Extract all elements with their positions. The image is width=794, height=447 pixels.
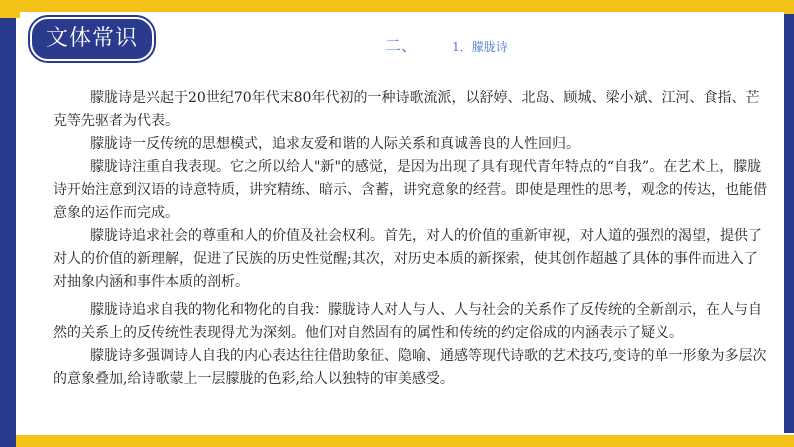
frame-corner-block [0, 0, 20, 18]
paragraph-self-expression: 朦胧诗注重自我表现。它之所以给人"新"的感觉，是因为出现了具有现代青年特点的“自我”。在艺术上，朦胧诗开始注意到汉语的诗意特质，讲究精练、暗示、含蓄，讲究意象的经营。即使是理性的思考，观念的传达，也能借意象的运作而完成。 [53, 159, 767, 221]
page-title [385, 33, 508, 56]
frame-bottom-bar [0, 435, 794, 447]
body-text [53, 87, 768, 391]
paragraph-ideology: 朦胧诗一反传统的思想模式，追求友爱和谐的人际关系和真诚善良的人性回归。 [90, 136, 580, 152]
paragraph-human-value: 朦胧诗追求社会的尊重和人的价值及社会权利。首先，对人的价值的重新审视，对人道的强烈的渴望，提供了对人的价值的新理解，促进了民族的历史性觉醒;其次，对历史本质的新探索，使其创作超越了具体的事件而进入了对抽象内涵和事件本质的剖析。 [53, 228, 762, 290]
frame-left-bar [0, 0, 16, 447]
section-number: 二、 [385, 36, 418, 55]
paragraph-self-object: 朦胧诗追求自我的物化和物化的自我：朦胧诗人对人与人、人与社会的关系作了反传统的全新剖示，在人与自然的关系上的反传统性表现得尤为深刻。他们对自然固有的属性和传统的约定俗成的内涵表示了疑义。 [53, 302, 762, 341]
paragraph-intro: 朦胧诗是兴起于20世纪70年代末80年代初的一种诗歌流派，以舒婷、北岛、顾城、梁小斌、江河、食指、芒克等先驱者为代表。 [53, 90, 760, 129]
frame-bottom-corner [0, 435, 16, 447]
section-badge: 文体常识 [30, 17, 154, 61]
section-title: 1．朦胧诗 [452, 40, 508, 54]
paragraph-techniques: 朦胧诗多强调诗人自我的内心表达往往借助象征、隐喻、通感等现代诗歌的艺术技巧,变诗的单一形象为多层次的意象叠加,给诗歌蒙上一层朦胧的色彩,给人以独特的审美感受。 [53, 348, 767, 387]
frame-top-bar [20, 0, 794, 12]
frame-right-bar [784, 14, 794, 433]
